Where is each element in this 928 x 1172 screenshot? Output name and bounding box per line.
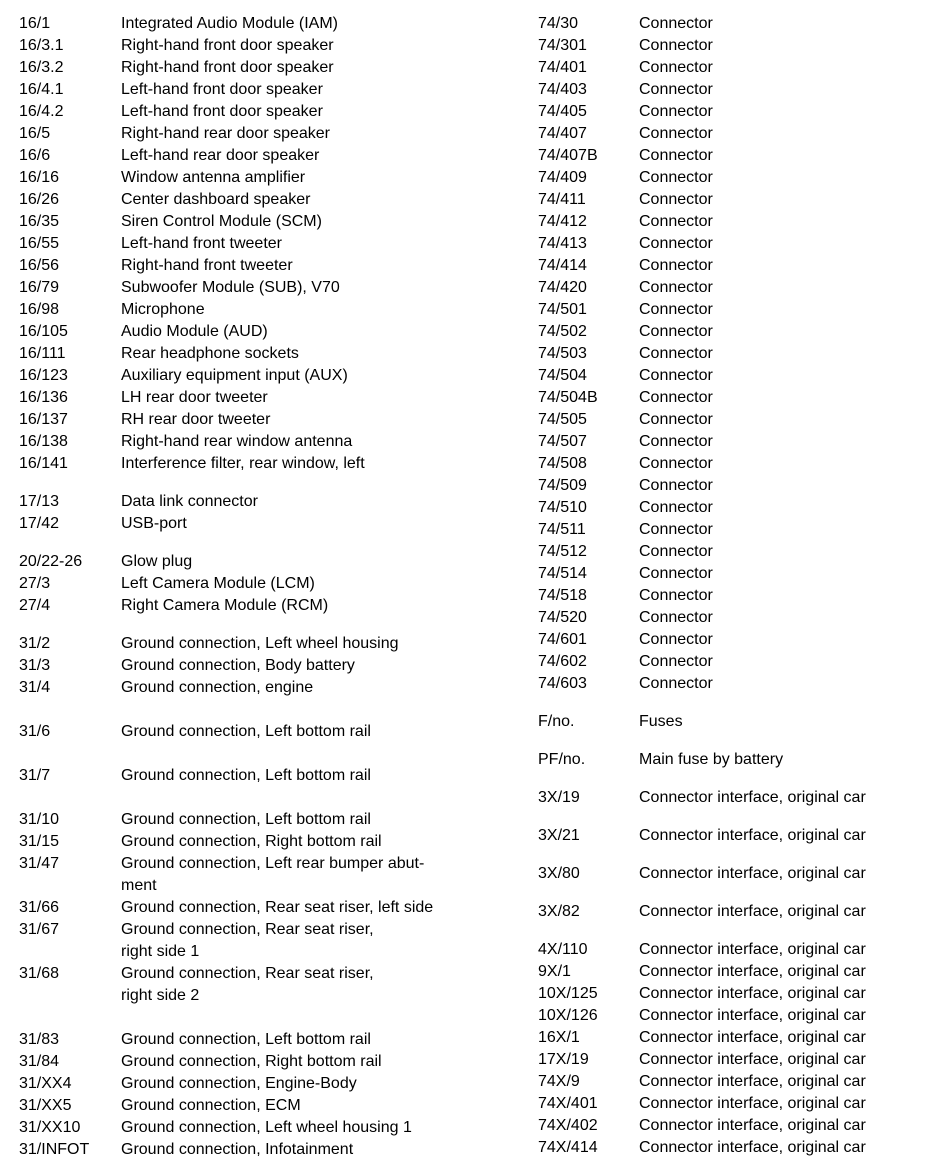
list-item xyxy=(0,551,520,573)
item-code: 74/401 xyxy=(538,59,587,76)
item-description: Connector xyxy=(639,235,713,252)
item-code: 16/4.2 xyxy=(19,103,64,120)
item-code: 74/511 xyxy=(538,521,586,538)
item-description: Connector xyxy=(639,301,713,318)
item-description: Connector xyxy=(639,37,713,54)
item-description: Connector xyxy=(639,587,713,604)
list-item xyxy=(520,1115,928,1137)
list-item xyxy=(0,963,520,985)
item-description: Ground connection, Infotainment xyxy=(121,1141,354,1158)
list-item xyxy=(0,101,520,123)
list-item xyxy=(520,387,928,409)
item-code: 74/509 xyxy=(538,477,587,494)
item-description: Connector xyxy=(639,81,713,98)
list-item xyxy=(520,145,928,167)
item-description: Connector xyxy=(639,675,713,692)
list-item xyxy=(0,365,520,387)
list-item xyxy=(520,673,928,695)
item-code: 74/504 xyxy=(538,367,587,384)
item-code: 31/3 xyxy=(19,657,51,674)
item-description: Ground connection, Left bottom rail xyxy=(121,1031,371,1048)
item-description: Left-hand front door speaker xyxy=(121,103,323,120)
item-description: RH rear door tweeter xyxy=(121,411,271,428)
list-item xyxy=(0,491,520,513)
item-code: 31/66 xyxy=(19,899,60,916)
item-description: Right-hand front tweeter xyxy=(121,257,293,274)
item-code: 74/414 xyxy=(538,257,587,274)
item-code: 16/141 xyxy=(19,455,68,472)
item-code: 9X/1 xyxy=(538,963,571,980)
item-description: Connector interface, original car xyxy=(639,1051,866,1068)
item-code: 74/603 xyxy=(538,675,587,692)
list-item xyxy=(0,1139,520,1161)
item-code: 16/79 xyxy=(19,279,60,296)
item-code: 31/84 xyxy=(19,1053,60,1070)
list-item xyxy=(520,101,928,123)
list-item xyxy=(520,629,928,651)
list-item xyxy=(520,497,928,519)
item-description: Connector xyxy=(639,169,713,186)
item-code: 74/507 xyxy=(538,433,587,450)
item-code: 16/123 xyxy=(19,367,68,384)
item-description: Connector xyxy=(639,543,713,560)
item-description: right side 1 xyxy=(121,943,200,960)
item-description: Connector xyxy=(639,323,713,340)
list-item xyxy=(520,431,928,453)
item-code: 74X/401 xyxy=(538,1095,598,1112)
list-item xyxy=(520,863,928,885)
item-description: Connector xyxy=(639,103,713,120)
list-item xyxy=(520,1027,928,1049)
item-description: Connector interface, original car xyxy=(639,1139,866,1156)
item-code: PF/no. xyxy=(538,751,586,768)
item-description: Ground connection, Rear seat riser, xyxy=(121,921,374,938)
item-description: Ground connection, engine xyxy=(121,679,314,696)
item-description: Ground connection, Left wheel housing xyxy=(121,635,399,652)
item-code: 10X/126 xyxy=(538,1007,598,1024)
item-code: F/no. xyxy=(538,713,575,730)
item-description: Connector xyxy=(639,213,713,230)
item-code: 31/6 xyxy=(19,723,51,740)
item-code: 74/514 xyxy=(538,565,587,582)
list-item xyxy=(520,1137,928,1159)
item-code: 3X/80 xyxy=(538,865,580,882)
list-item xyxy=(520,299,928,321)
item-description: Connector interface, original car xyxy=(639,903,866,920)
list-item xyxy=(520,711,928,733)
item-description: Connector xyxy=(639,631,713,648)
list-item xyxy=(520,749,928,771)
list-item xyxy=(520,585,928,607)
item-code: 16/56 xyxy=(19,257,60,274)
list-item xyxy=(0,985,520,1007)
item-description: Microphone xyxy=(121,301,205,318)
list-item xyxy=(0,1095,520,1117)
item-description: Data link connector xyxy=(121,493,258,510)
item-description: Connector xyxy=(639,609,713,626)
item-description: Connector xyxy=(639,389,713,406)
item-description: Right-hand rear door speaker xyxy=(121,125,331,142)
item-description: Connector xyxy=(639,279,713,296)
list-item xyxy=(0,853,520,875)
item-code: 74/411 xyxy=(538,191,586,208)
list-item xyxy=(0,765,520,787)
item-code: 31/67 xyxy=(19,921,60,938)
list-item xyxy=(520,1071,928,1093)
list-item xyxy=(520,607,928,629)
list-item xyxy=(520,453,928,475)
item-code: 74/512 xyxy=(538,543,587,560)
item-description: Right-hand rear window antenna xyxy=(121,433,353,450)
item-description: Subwoofer Module (SUB), V70 xyxy=(121,279,340,296)
item-code: 74/413 xyxy=(538,235,587,252)
list-item xyxy=(0,321,520,343)
list-item xyxy=(520,939,928,961)
item-description: Left-hand front door speaker xyxy=(121,81,323,98)
item-code: 74/518 xyxy=(538,587,587,604)
item-code: 31/10 xyxy=(19,811,60,828)
item-description: Ground connection, Engine-Body xyxy=(121,1075,357,1092)
item-code: 74/30 xyxy=(538,15,579,32)
list-item xyxy=(520,167,928,189)
item-code: 16/98 xyxy=(19,301,60,318)
item-description: Connector interface, original car xyxy=(639,789,866,806)
item-code: 74/504B xyxy=(538,389,598,406)
item-code: 74X/9 xyxy=(538,1073,580,1090)
item-code: 74/409 xyxy=(538,169,587,186)
list-item xyxy=(520,1049,928,1071)
item-description: Ground connection, Right bottom rail xyxy=(121,1053,382,1070)
list-item xyxy=(520,901,928,923)
list-item xyxy=(0,189,520,211)
item-code: 16/3.2 xyxy=(19,59,64,76)
item-code: 16/138 xyxy=(19,433,68,450)
item-description: LH rear door tweeter xyxy=(121,389,268,406)
list-item xyxy=(0,1029,520,1051)
list-item xyxy=(0,941,520,963)
list-item xyxy=(520,983,928,1005)
list-item xyxy=(520,35,928,57)
item-description: Connector interface, original car xyxy=(639,963,866,980)
list-item xyxy=(0,233,520,255)
item-description: Siren Control Module (SCM) xyxy=(121,213,322,230)
item-description: Ground connection, Left wheel housing 1 xyxy=(121,1119,412,1136)
item-code: 31/XX5 xyxy=(19,1097,72,1114)
list-item xyxy=(520,1005,928,1027)
list-item xyxy=(0,123,520,145)
item-description: Glow plug xyxy=(121,553,193,570)
item-code: 16/111 xyxy=(19,345,66,362)
item-code: 17/13 xyxy=(19,493,60,510)
item-description: Right-hand front door speaker xyxy=(121,59,334,76)
list-item xyxy=(520,277,928,299)
item-code: 74/403 xyxy=(538,81,587,98)
list-item xyxy=(0,809,520,831)
list-item xyxy=(0,677,520,699)
item-description: Connector xyxy=(639,477,713,494)
item-description: Connector interface, original car xyxy=(639,1117,866,1134)
list-item xyxy=(520,825,928,847)
item-description: Connector xyxy=(639,411,713,428)
item-description: Connector interface, original car xyxy=(639,1073,866,1090)
list-item xyxy=(520,651,928,673)
item-description: Connector xyxy=(639,499,713,516)
list-item xyxy=(0,1073,520,1095)
item-description: Auxiliary equipment input (AUX) xyxy=(121,367,348,384)
item-description: Connector xyxy=(639,147,713,164)
item-description: Connector xyxy=(639,191,713,208)
list-item xyxy=(520,961,928,983)
item-description: Center dashboard speaker xyxy=(121,191,311,208)
list-item xyxy=(0,1051,520,1073)
item-description: Main fuse by battery xyxy=(639,751,784,768)
item-code: 74/407B xyxy=(538,147,598,164)
list-item xyxy=(0,409,520,431)
item-description: Connector interface, original car xyxy=(639,941,866,958)
item-code: 74/420 xyxy=(538,279,587,296)
item-code: 3X/21 xyxy=(538,827,580,844)
item-code: 74/510 xyxy=(538,499,587,516)
list-item xyxy=(0,513,520,535)
item-code: 27/3 xyxy=(19,575,51,592)
item-description: Right-hand front door speaker xyxy=(121,37,334,54)
item-description: ment xyxy=(121,877,157,894)
list-item xyxy=(0,387,520,409)
list-item xyxy=(0,655,520,677)
item-description: Connector xyxy=(639,345,713,362)
item-code: 31/2 xyxy=(19,635,51,652)
list-item xyxy=(0,343,520,365)
item-description: Connector xyxy=(639,367,713,384)
item-code: 3X/82 xyxy=(538,903,580,920)
item-code: 31/83 xyxy=(19,1031,60,1048)
item-code: 31/47 xyxy=(19,855,60,872)
item-code: 16/3.1 xyxy=(19,37,64,54)
item-description: Ground connection, Left bottom rail xyxy=(121,723,371,740)
list-item xyxy=(0,255,520,277)
list-item xyxy=(0,211,520,233)
list-item xyxy=(520,13,928,35)
list-item xyxy=(0,721,520,743)
item-code: 74X/414 xyxy=(538,1139,598,1156)
item-description: Interference filter, rear window, left xyxy=(121,455,365,472)
list-item xyxy=(0,35,520,57)
item-description: Connector xyxy=(639,433,713,450)
list-item xyxy=(0,831,520,853)
list-item xyxy=(0,277,520,299)
item-description: USB-port xyxy=(121,515,187,532)
list-item xyxy=(0,299,520,321)
item-code: 74/505 xyxy=(538,411,587,428)
list-item xyxy=(520,57,928,79)
list-item xyxy=(0,453,520,475)
list-item xyxy=(0,875,520,897)
list-item xyxy=(0,13,520,35)
item-description: Connector interface, original car xyxy=(639,827,866,844)
item-code: 74/601 xyxy=(538,631,587,648)
item-description: Left-hand rear door speaker xyxy=(121,147,320,164)
list-item xyxy=(0,57,520,79)
list-item xyxy=(0,573,520,595)
list-item xyxy=(0,897,520,919)
item-code: 16/16 xyxy=(19,169,60,186)
list-item xyxy=(520,211,928,233)
list-item xyxy=(520,365,928,387)
item-code: 74/602 xyxy=(538,653,587,670)
item-code: 17/42 xyxy=(19,515,60,532)
list-item xyxy=(520,519,928,541)
item-description: Fuses xyxy=(639,713,683,730)
item-code: 16/5 xyxy=(19,125,51,142)
item-code: 16/137 xyxy=(19,411,68,428)
item-code: 16/35 xyxy=(19,213,60,230)
list-item xyxy=(520,233,928,255)
list-item xyxy=(520,787,928,809)
item-code: 74/503 xyxy=(538,345,587,362)
item-code: 4X/110 xyxy=(538,941,588,958)
item-code: 74/520 xyxy=(538,609,587,626)
item-description: Connector xyxy=(639,521,713,538)
list-item xyxy=(520,123,928,145)
item-code: 74/508 xyxy=(538,455,587,472)
item-description: Integrated Audio Module (IAM) xyxy=(121,15,339,32)
item-description: Ground connection, Left bottom rail xyxy=(121,767,371,784)
item-code: 74/501 xyxy=(538,301,587,318)
list-item xyxy=(0,1117,520,1139)
item-description: Rear headphone sockets xyxy=(121,345,299,362)
item-description: Ground connection, Rear seat riser, xyxy=(121,965,374,982)
item-description: Connector interface, original car xyxy=(639,985,866,1002)
item-code: 74/405 xyxy=(538,103,587,120)
list-item xyxy=(520,343,928,365)
item-description: Connector xyxy=(639,15,713,32)
item-code: 16/1 xyxy=(19,15,51,32)
item-code: 31/15 xyxy=(19,833,60,850)
item-description: Ground connection, Rear seat riser, left side xyxy=(121,899,434,916)
item-description: Right Camera Module (RCM) xyxy=(121,597,329,614)
list-item xyxy=(0,79,520,101)
item-description: Connector interface, original car xyxy=(639,1029,866,1046)
item-description: Left Camera Module (LCM) xyxy=(121,575,315,592)
item-description: Ground connection, Right bottom rail xyxy=(121,833,382,850)
item-code: 74/301 xyxy=(538,37,587,54)
item-description: Ground connection, ECM xyxy=(121,1097,301,1114)
item-code: 16/136 xyxy=(19,389,68,406)
list-item xyxy=(0,633,520,655)
item-code: 31/4 xyxy=(19,679,51,696)
item-description: Window antenna amplifier xyxy=(121,169,306,186)
item-code: 17X/19 xyxy=(538,1051,589,1068)
item-code: 10X/125 xyxy=(538,985,598,1002)
item-code: 16/26 xyxy=(19,191,60,208)
item-description: Connector xyxy=(639,257,713,274)
item-description: Connector interface, original car xyxy=(639,1007,866,1024)
item-code: 16/55 xyxy=(19,235,60,252)
list-item xyxy=(520,1093,928,1115)
list-item xyxy=(520,79,928,101)
item-description: Connector xyxy=(639,59,713,76)
list-item xyxy=(0,595,520,617)
list-item xyxy=(520,563,928,585)
item-code: 74/502 xyxy=(538,323,587,340)
item-code: 31/INFOT xyxy=(19,1141,90,1158)
item-description: Audio Module (AUD) xyxy=(121,323,268,340)
list-item xyxy=(520,541,928,563)
item-description: Connector xyxy=(639,565,713,582)
list-item xyxy=(0,145,520,167)
item-code: 16/6 xyxy=(19,147,51,164)
item-code: 74/407 xyxy=(538,125,587,142)
item-description: Connector interface, original car xyxy=(639,865,866,882)
item-description: Connector xyxy=(639,125,713,142)
list-item xyxy=(0,431,520,453)
item-description: Left-hand front tweeter xyxy=(121,235,282,252)
item-code: 74X/402 xyxy=(538,1117,598,1134)
item-code: 3X/19 xyxy=(538,789,580,806)
item-code: 20/22-26 xyxy=(19,553,83,570)
item-code: 31/68 xyxy=(19,965,60,982)
item-code: 27/4 xyxy=(19,597,51,614)
item-description: Connector xyxy=(639,653,713,670)
item-code: 31/XX4 xyxy=(19,1075,72,1092)
item-code: 16X/1 xyxy=(538,1029,580,1046)
list-item xyxy=(520,321,928,343)
item-description: right side 2 xyxy=(121,987,200,1004)
list-item xyxy=(0,919,520,941)
item-description: Connector xyxy=(639,455,713,472)
item-description: Ground connection, Left rear bumper abut- xyxy=(121,855,425,872)
list-item xyxy=(520,255,928,277)
list-item xyxy=(0,167,520,189)
item-code: 16/105 xyxy=(19,323,68,340)
item-description: Ground connection, Body battery xyxy=(121,657,355,674)
list-item xyxy=(520,475,928,497)
item-code: 31/7 xyxy=(19,767,51,784)
item-code: 16/4.1 xyxy=(19,81,64,98)
item-code: 74/412 xyxy=(538,213,587,230)
item-description: Ground connection, Left bottom rail xyxy=(121,811,371,828)
item-description: Connector interface, original car xyxy=(639,1095,866,1112)
item-code: 31/XX10 xyxy=(19,1119,81,1136)
list-item xyxy=(520,189,928,211)
list-item xyxy=(520,409,928,431)
